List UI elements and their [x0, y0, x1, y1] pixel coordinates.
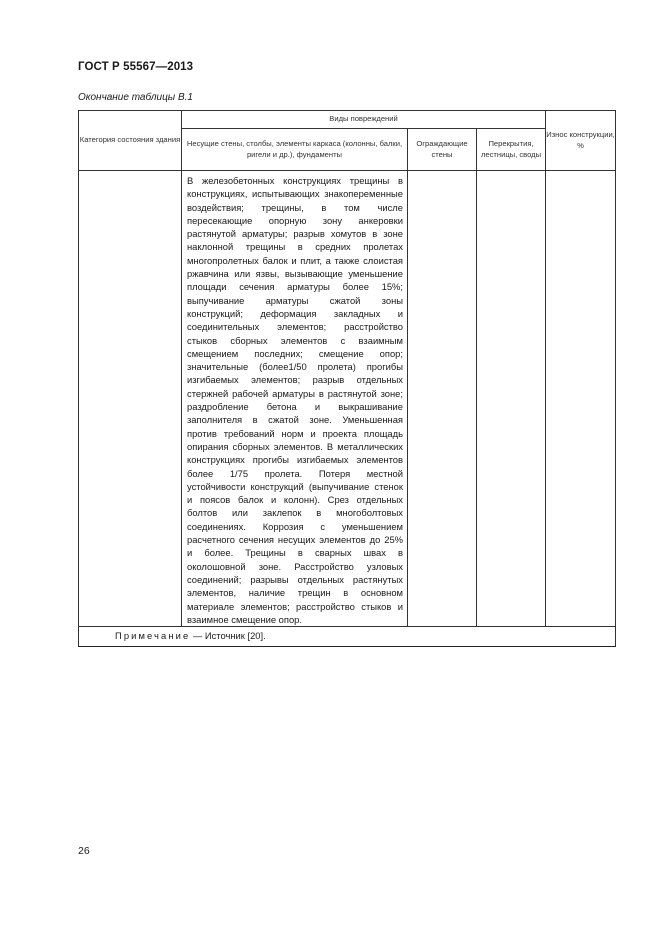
header-enclosing-walls: Ограждающие стены [408, 129, 477, 171]
cell-wear [546, 171, 616, 627]
note-row [79, 627, 616, 647]
header-category: Категория состояния здания [79, 111, 182, 171]
header-floors: Перекрытия, лестницы, своды [477, 129, 546, 171]
header-wear: Износ конструкции, % [546, 111, 616, 171]
document-code: ГОСТ Р 55567—2013 [78, 61, 194, 73]
note-label: Примечание [115, 630, 191, 642]
header-bearing-structures: Несущие стены, столбы, элементы каркаса (колонны, балки, ригели и др.), фундаменты [182, 129, 408, 171]
cell-bearing-damage: В железобетонных конструкциях трещины в конструкциях, испытывающих знакопеременные воздействия; трещины, в том числе пересекающие опорную зону анкеровки растянутой арматуры; разрыв хомутов в зоне наклонной трещины в средних пролетах многопролетных балок и плит, а также слоистая ржавчина или язвы, вызывающие уменьшение площади сечения арматуры более 15%; выпучивание арматуры сжатой зоны конструкций; деформация закладных и соединительных элементов; расстройство стыков сборных элементов с взаимным смещением последних; смещение опор; значительные (более1/50 пролета) прогибы изгибаемых элементов; разрыв отдельных стержней рабочей арматуры в растянутой зоне; раздробление бетона и выкрашивание заполнителя в сжатой зоне. Уменьшенная против требований норм и проекта площадь опирания сборных элементов. В металлических конструкциях прогибы изгибаемых элементов более 1/75 пролета. Потеря местной устойчивости конструкций (выпучивание стенок и поясов балок и колонн). Срез отдельных болтов или заклепок в многоболтовых соединениях. Коррозия с уменьшением расчетного сечения несущих элементов до 25% и более. Трещины в сварных швах в околошовной зоне. Расстройство узловых соединений; разрывы отдельных растянутых элементов, наличие трещин в основном материале элементов; расстройство стыков и взаимное смещение опор. [182, 171, 408, 627]
header-damage-types: Виды повреждений [182, 111, 546, 129]
page-number: 26 [78, 845, 90, 857]
cell-category [79, 171, 182, 627]
table-note [79, 627, 616, 647]
cell-walls [408, 171, 477, 627]
table-row [79, 171, 616, 627]
note-text: — Источник [20]. [190, 630, 266, 642]
table-caption: Окончание таблицы В.1 [78, 92, 193, 103]
cell-floors [477, 171, 546, 627]
damage-table [78, 110, 616, 647]
